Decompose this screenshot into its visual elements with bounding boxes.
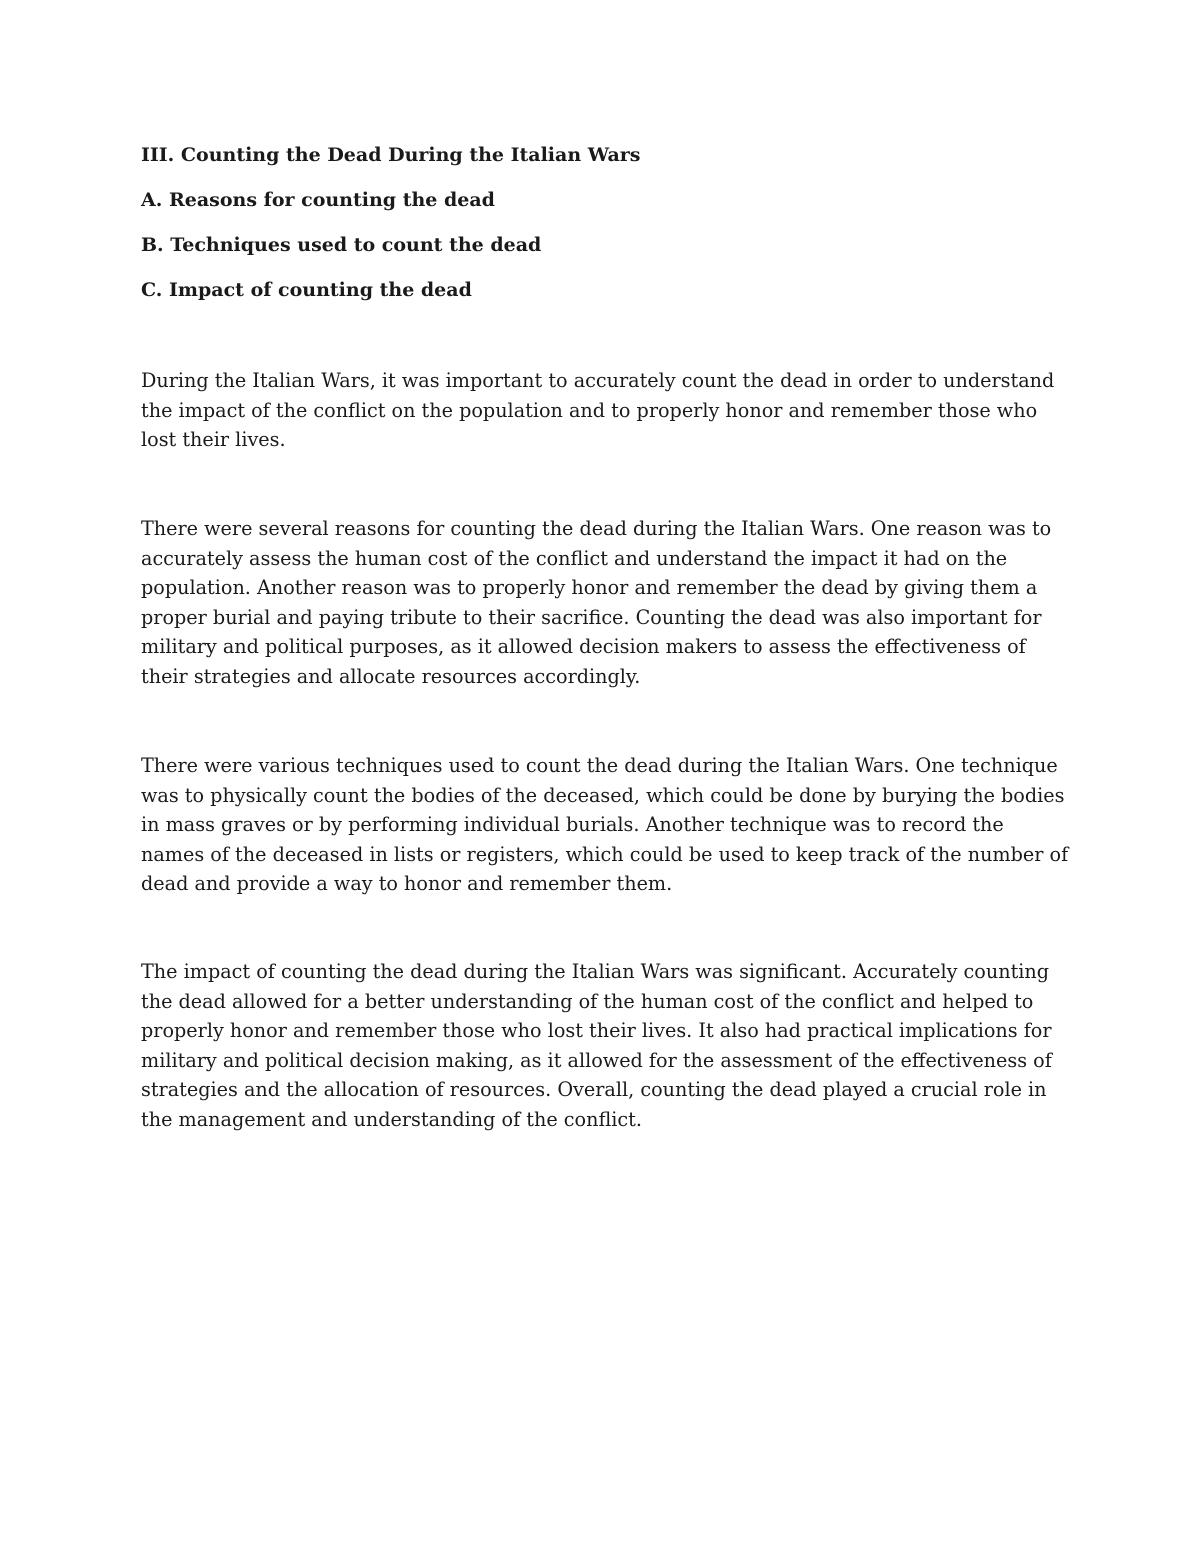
paragraph-reasons — [141, 514, 1071, 691]
outline-item-reasons: A. Reasons for counting the dead — [141, 189, 495, 211]
section-heading: III. Counting the Dead During the Italian Wars — [141, 144, 641, 166]
paragraph-text: There were several reasons for counting the dead during the Italian Wars. One reason was to accurately assess the human cost of the conflict and understand the impact it had on the population. Another reason was to properly honor and remember the dead by giving them a proper burial and paying tribute to their sacrifice. Counting the dead was also important for military and political purposes, as it allowed decision makers to assess the effectiveness of their strategies and allocate resources accordingly. — [141, 517, 1052, 688]
outline-item-techniques: B. Techniques used to count the dead — [141, 234, 542, 256]
paragraph-impact — [141, 957, 1071, 1134]
paragraph-intro — [141, 366, 1071, 455]
paragraph-text: During the Italian Wars, it was important to accurately count the dead in order to understand the impact of the conflict on the population and to properly honor and remember those who lost their lives. — [141, 369, 1055, 451]
paragraph-techniques — [141, 751, 1071, 899]
outline-item-impact: C. Impact of counting the dead — [141, 279, 472, 301]
paragraph-text: The impact of counting the dead during the Italian Wars was significant. Accurately counting the dead allowed for a better understanding of the human cost of the conflict and helped to properly honor and remember those who lost their lives. It also had practical implications for military and political decision making, as it allowed for the assessment of the effectiveness of strategies and the allocation of resources. Overall, counting the dead played a crucial role in the management and understanding of the conflict. — [141, 960, 1052, 1131]
section-outline — [141, 140, 1061, 320]
paragraph-text: There were various techniques used to count the dead during the Italian Wars. One technique was to physically count the bodies of the deceased, which could be done by burying the bodies in mass graves or by performing individual burials. Another technique was to record the names of the deceased in lists or registers, which could be used to keep track of the number of dead and provide a way to honor and remember them. — [141, 754, 1069, 895]
